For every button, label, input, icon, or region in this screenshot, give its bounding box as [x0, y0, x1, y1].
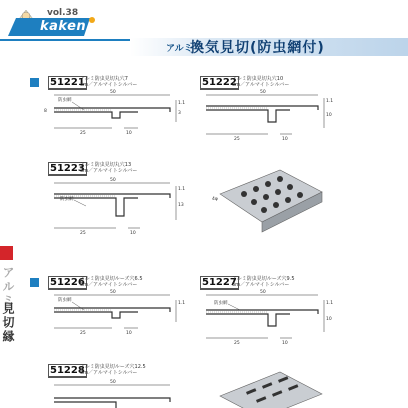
svg-text:50: 50	[110, 290, 116, 295]
dim-8: 8	[44, 109, 47, 114]
product-drawing	[40, 176, 185, 238]
product-code: 51226	[50, 277, 85, 288]
svg-text:1.1: 1.1	[326, 301, 334, 306]
product-spec: 3m／アルマイトシルバー	[232, 282, 290, 288]
svg-text:13: 13	[178, 203, 184, 208]
net-label: 防虫網	[58, 98, 72, 103]
product-name: アルミ防虫見切ルーズ穴12.5	[80, 364, 146, 370]
product-name: アルミ防虫見切丸穴7	[80, 76, 128, 82]
product-spec: 3m／アルマイトシルバー	[80, 370, 138, 376]
dim-25: 25	[80, 131, 86, 136]
svg-text:10: 10	[282, 341, 288, 346]
svg-text:防虫網: 防虫網	[214, 301, 228, 306]
svg-text:25: 25	[234, 341, 240, 346]
dim-10: 10	[126, 131, 132, 136]
dim-11: 1.1	[178, 101, 185, 106]
svg-text:10: 10	[282, 137, 288, 142]
product-spec: 3m／アルマイトシルバー	[80, 82, 138, 88]
svg-text:25: 25	[80, 331, 86, 336]
side-category-bottom: 見切縁	[1, 302, 15, 344]
product-drawing	[190, 88, 340, 146]
svg-text:50: 50	[110, 380, 116, 385]
svg-text:25: 25	[234, 137, 240, 142]
svg-text:10: 10	[326, 317, 332, 322]
product-code: 51228	[50, 365, 85, 376]
svg-text:50: 50	[260, 90, 266, 95]
product-name: アルミ防虫見切ルーズ穴6.5	[80, 276, 143, 282]
page-title-prefix: アルミ	[166, 44, 193, 54]
svg-text:10: 10	[130, 231, 136, 236]
product-code: 51227	[202, 277, 237, 288]
page-title: 換気見切(防虫網付)	[190, 40, 325, 56]
dim-50: 50	[110, 90, 116, 95]
dim-3: 3	[178, 111, 181, 116]
side-red-bar	[0, 246, 13, 260]
product-spec: 3m／アルマイトシルバー	[80, 168, 138, 174]
product-name: アルミ防虫見切丸穴10	[232, 76, 284, 82]
product-code: 51221	[50, 77, 85, 88]
product-spec: 3m／アルマイトシルバー	[232, 82, 290, 88]
svg-text:4φ: 4φ	[212, 197, 218, 202]
product-name: アルミ防虫見切ルーズ穴9.5	[232, 276, 295, 282]
svg-text:防虫網: 防虫網	[60, 197, 74, 202]
product-marker	[30, 278, 39, 287]
product-drawing	[40, 378, 185, 408]
svg-text:防虫網: 防虫網	[58, 298, 72, 303]
slotted-profile-illustration	[210, 366, 330, 408]
product-code: 51223	[50, 163, 85, 174]
product-drawing	[190, 288, 340, 346]
product-spec: 3m／アルマイトシルバー	[80, 282, 138, 288]
product-drawing	[40, 288, 185, 340]
svg-text:1.1: 1.1	[178, 187, 185, 192]
product-drawing	[40, 88, 185, 140]
logo-text: kaken	[40, 19, 87, 34]
svg-text:50: 50	[260, 290, 266, 295]
svg-text:10: 10	[126, 331, 132, 336]
svg-text:1.1: 1.1	[326, 99, 334, 104]
volume-number: vol.38	[47, 8, 79, 18]
perforated-profile-illustration	[210, 166, 330, 238]
svg-text:50: 50	[110, 178, 116, 183]
side-category-top: アルミ	[1, 266, 15, 308]
svg-text:25: 25	[80, 231, 86, 236]
svg-text:10: 10	[326, 113, 332, 118]
product-name: アルミ防虫見切丸穴13	[80, 162, 132, 168]
svg-text:1.1: 1.1	[178, 301, 185, 306]
product-marker	[30, 78, 39, 87]
product-code: 51222	[202, 77, 237, 88]
